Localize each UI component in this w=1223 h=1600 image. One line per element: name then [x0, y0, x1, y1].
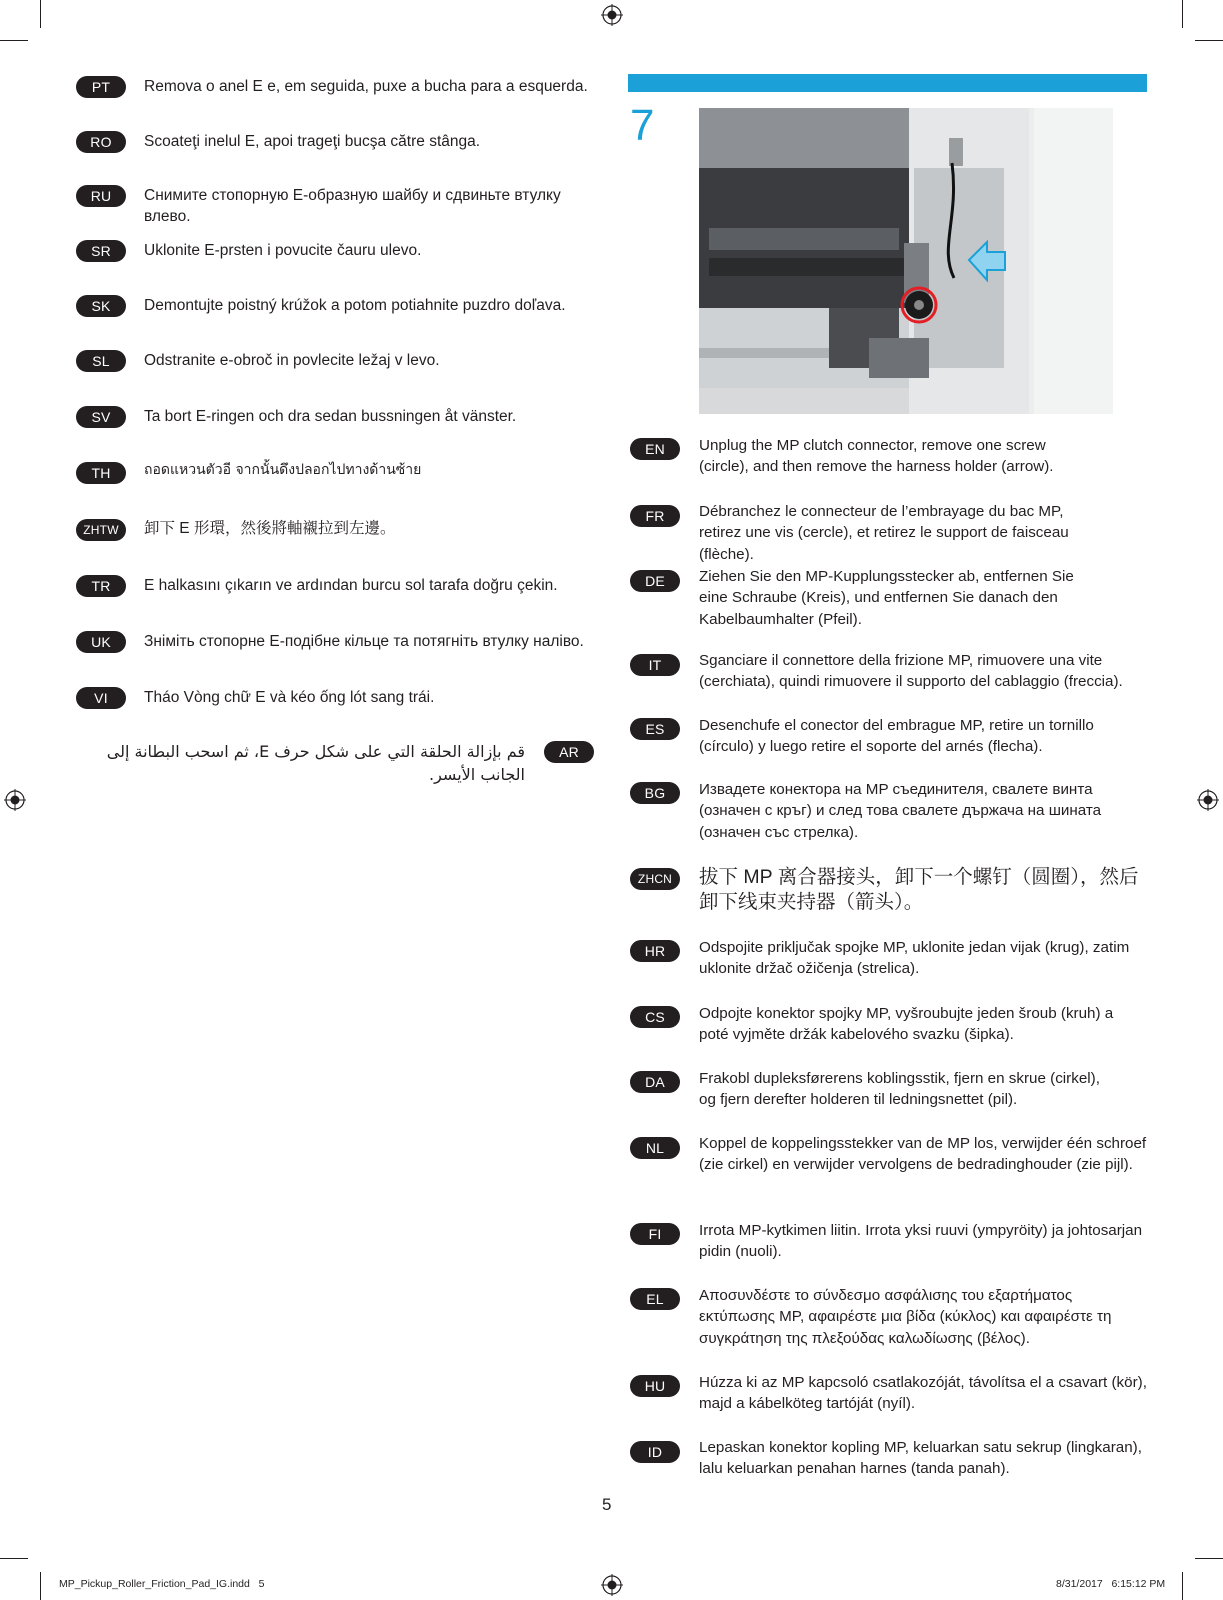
- instruction-text: Húzza ki az MP kapcsoló csatlakozóját, távolítsa el a csavart (kör), majd a kábelköteg tartóját (nyíl).: [699, 1374, 1147, 1413]
- language-badge: UK: [76, 631, 126, 653]
- instruction-text: E halkasını çıkarın ve ardından burcu sol tarafa doğru çekin.: [144, 577, 558, 594]
- instruction-text: Ziehen Sie den MP-Kupplungsstecker ab, entfernen Sie eine Schraube (Kreis), und entfernen Sie danach den Kabelbaumhalter (Pfeil).: [699, 568, 1074, 628]
- language-badge: RO: [76, 131, 126, 153]
- instruction-text: Odspojite priključak spojke MP, uklonite jedan vijak (krug), zatim uklonite držač ožičenja (strelica).: [699, 939, 1130, 978]
- instruction-text: Irrota MP-kytkimen liitin. Irrota yksi ruuvi (ympyröity) ja johtosarjan pidin (nuoli).: [699, 1222, 1143, 1261]
- language-badge: ZHCN: [630, 868, 680, 890]
- language-badge: AR: [544, 741, 594, 763]
- instruction-text: Desenchufe el conector del embrague MP, retire un tornillo (círculo) y luego retire el soporte del arnés (flecha).: [699, 717, 1094, 756]
- language-badge: CS: [630, 1006, 680, 1028]
- language-badge: FR: [630, 505, 680, 527]
- instruction-text: 拔下 MP 离合器接头，卸下一个螺钉（圆圈），然后卸下线束夹持器（箭头）。: [699, 866, 1139, 913]
- instruction-text: Lepaskan konektor kopling MP, keluarkan satu sekrup (lingkaran), lalu keluarkan penahan harnes (tanda panah).: [699, 1439, 1142, 1478]
- registration-mark-icon: [601, 1574, 623, 1596]
- instruction-text: Ta bort E-ringen och dra sedan bussningen åt vänster.: [144, 408, 517, 425]
- language-badge: DE: [630, 570, 680, 592]
- instruction-text: Odpojte konektor spojky MP, vyšroubujte jeden šroub (kruh) a poté vyjměte držák kabelového svazku (šipka).: [699, 1005, 1114, 1044]
- instruction-text: Αποσυνδέστε το σύνδεσμο ασφάλισης του εξαρτήματος εκτύπωσης MP, αφαιρέστε μια βίδα (κύκλος) και αφαιρέστε τη συγκράτηση της πλεξούδας καλωδίωσης (βέλος).: [699, 1287, 1112, 1347]
- instruction-text-arabic: قم بإزالة الحلقة التي على شكل حرف E، ثم اسحب البطانة إلى الجانب الأيسر.: [106, 742, 525, 784]
- page-number: 5: [602, 1495, 612, 1514]
- registration-mark-icon: [601, 4, 623, 26]
- language-badge: HU: [630, 1375, 680, 1397]
- instruction-text: Извадете конектора на MP съединителя, свалете винта (означен с кръг) и след това свалете държача на шината (означен със стрелка).: [699, 781, 1102, 841]
- registration-mark-icon: [4, 789, 26, 811]
- instruction-text: Koppel de koppelingsstekker van de MP los, verwijder één schroef (zie cirkel) en verwijder vervolgens de bedradinghouder (zie pijl).: [699, 1135, 1147, 1174]
- language-badge: TR: [76, 575, 126, 597]
- instruction-text: ถอดแหวนตัวอี จากนั้นดึงปลอกไปทางด้านซ้าย: [144, 462, 422, 478]
- language-badge: IT: [630, 654, 680, 676]
- crop-mark: [40, 0, 41, 28]
- printer-internal-photo: [699, 108, 1113, 414]
- language-badge: DA: [630, 1071, 680, 1093]
- language-badge: BG: [630, 782, 680, 804]
- instruction-text: Зніміть стопорне E-подібне кільце та потягніть втулку наліво.: [144, 633, 584, 650]
- language-badge: ZHTW: [76, 519, 126, 541]
- language-badge: SK: [76, 295, 126, 317]
- language-badge: RU: [76, 185, 126, 207]
- crop-mark: [1182, 0, 1183, 28]
- instruction-text: 卸下 E 形環，然後將軸襯拉到左邊。: [144, 520, 396, 537]
- language-badge: EN: [630, 438, 680, 460]
- instruction-text: Tháo Vòng chữ E và kéo ống lót sang trái.: [144, 689, 435, 706]
- instruction-text: Снимите стопорную E-образную шайбу и сдвиньте втулку влево.: [144, 187, 561, 225]
- instruction-text: Sganciare il connettore della frizione MP, rimuovere una vite (cerchiata), quindi rimuovere il supporto del cablaggio (freccia).: [699, 652, 1123, 691]
- step-number: 7: [630, 101, 655, 150]
- language-badge: SL: [76, 350, 126, 372]
- instruction-text: Unplug the MP clutch connector, remove one screw (circle), and then remove the harness holder (arrow).: [699, 437, 1054, 476]
- language-badge: NL: [630, 1137, 680, 1159]
- crop-mark: [1182, 1572, 1183, 1600]
- crop-mark: [40, 1572, 41, 1600]
- step-accent-bar: [628, 74, 1147, 92]
- language-badge: FI: [630, 1223, 680, 1245]
- language-badge: TH: [76, 462, 126, 484]
- crop-mark: [0, 1558, 28, 1559]
- crop-mark: [1195, 1558, 1223, 1559]
- language-badge: ID: [630, 1441, 680, 1463]
- instruction-text: Scoateţi inelul E, apoi trageţi bucşa către stânga.: [144, 133, 481, 150]
- instruction-text: Demontujte poistný krúžok a potom potiahnite puzdro doľava.: [144, 297, 566, 314]
- footer-filename: MP_Pickup_Roller_Friction_Pad_IG.indd 5: [59, 1578, 265, 1590]
- language-badge: SV: [76, 406, 126, 428]
- language-badge: ES: [630, 718, 680, 740]
- language-badge: EL: [630, 1288, 680, 1310]
- instruction-text: Remova o anel E e, em seguida, puxe a bucha para a esquerda.: [144, 78, 588, 95]
- instruction-text: Frakobl dupleksførerens koblingsstik, fjern en skrue (cirkel), og fjern derefter holderen til ledningsnettet (pil).: [699, 1070, 1100, 1109]
- registration-mark-icon: [1197, 789, 1219, 811]
- instruction-text: Uklonite E-prsten i povucite čauru ulevo.: [144, 242, 422, 259]
- language-badge: HR: [630, 940, 680, 962]
- language-badge: PT: [76, 76, 126, 98]
- language-badge: SR: [76, 240, 126, 262]
- language-badge: VI: [76, 687, 126, 709]
- instruction-text: Odstranite e-obroč in povlecite ležaj v levo.: [144, 352, 440, 369]
- crop-mark: [0, 40, 28, 41]
- crop-mark: [1195, 40, 1223, 41]
- instruction-text: Débranchez le connecteur de l’embrayage du bac MP, retirez une vis (cercle), et retirez le support de faisceau (flèche).: [699, 503, 1069, 563]
- footer-timestamp: 8/31/2017 6:15:12 PM: [1056, 1578, 1166, 1590]
